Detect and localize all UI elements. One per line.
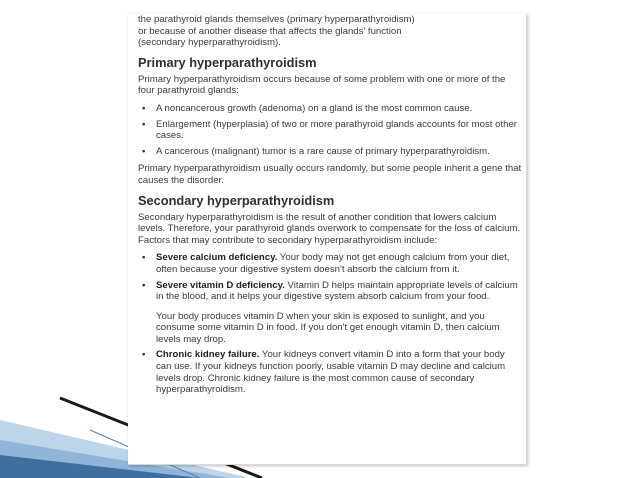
bullet-icon: •	[142, 118, 146, 130]
list-item	[138, 280, 522, 346]
primary-heading: Primary hyperparathyroidism	[138, 54, 317, 70]
primary-closing: Primary hyperparathyroidism usually occurs randomly, but some people inherit a gene that causes the disorder.	[138, 163, 522, 186]
intro-line: the parathyroid glands themselves (primary hyperparathyroidism)	[138, 14, 415, 25]
factor-term: Severe calcium deficiency.	[156, 252, 278, 264]
primary-intro: Primary hyperparathyroidism occurs because of some problem with one or more of the four parathyroid glands:	[138, 73, 506, 97]
list-item-text: A noncancerous growth (adenoma) on a gland is the most common cause.	[156, 102, 473, 114]
list-item	[138, 146, 522, 158]
bullet-icon: •	[142, 145, 146, 157]
factor-extra-paragraph: Your body produces vitamin D when your skin is exposed to sunlight, and you consume some vitamin D in food. If you don't get enough vitamin D, then calcium levels may drop.	[156, 310, 500, 345]
secondary-intro: Secondary hyperparathyroidism is the result of another condition that lowers calcium levels. Therefore, your parathyroid glands overwork to compensate for the loss of calcium. Factors that may contribute to secondary hyperparathyroidism include:	[138, 211, 521, 246]
list-item	[138, 103, 522, 115]
primary-causes-list	[138, 103, 522, 157]
factor-term: Chronic kidney failure.	[156, 349, 260, 361]
factor-text: Your body may not get enough calcium from your diet, often because your digestive system doesn't absorb the calcium from it.	[156, 252, 510, 275]
secondary-heading: Secondary hyperparathyroidism	[138, 192, 335, 208]
factor-text: Your kidneys convert vitamin D into a form that your body can use. If your kidneys function poorly, usable vitamin D may decline and calcium levels drop. Chronic kidney failure is the most common cause of secondary hyperparathyroidism.	[156, 349, 506, 396]
secondary-factors-list	[138, 252, 522, 396]
list-item-text: Enlargement (hyperplasia) of two or more parathyroid glands accounts for most other cases.	[156, 118, 518, 142]
list-item	[138, 252, 522, 275]
factor-term: Severe vitamin D deficiency.	[156, 279, 285, 291]
bullet-icon: •	[142, 279, 146, 291]
bullet-icon: •	[142, 102, 146, 114]
factor-text: Vitamin D helps maintain appropriate levels of calcium in the blood, and it helps your digestive system absorb calcium from your food.	[156, 279, 518, 303]
list-item	[138, 119, 522, 142]
bullet-icon: •	[142, 349, 146, 361]
intro-paragraph	[138, 14, 522, 49]
document-page	[128, 14, 527, 465]
bullet-icon: •	[142, 252, 146, 264]
intro-line: (secondary hyperparathyroidism).	[138, 37, 281, 49]
document-content	[138, 14, 522, 402]
intro-line: or because of another disease that affects the glands' function	[138, 25, 402, 37]
list-item	[138, 349, 522, 395]
list-item-text: A cancerous (malignant) tumor is a rare cause of primary hyperparathyroidism.	[156, 145, 490, 157]
